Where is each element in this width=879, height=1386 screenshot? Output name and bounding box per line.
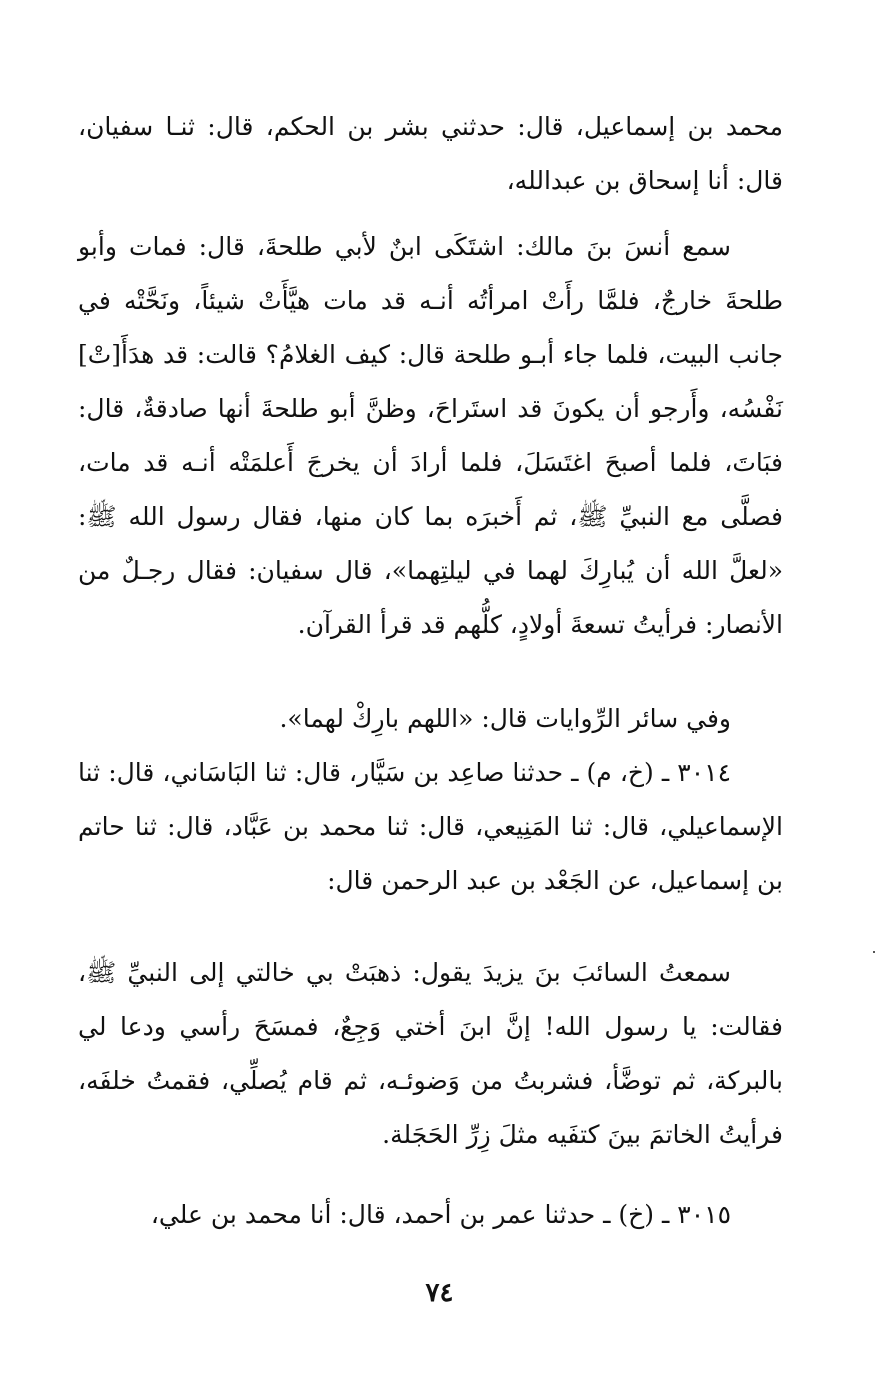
paragraph-text: سمع أنسَ بنَ مالك: اشتَكَى ابنٌ لأبي طلحةَ، قال: فمات وأبو طلحةَ خارجٌ، فلمَّا رأَتْ امرأتُه أنـه قد مات هيَّأَتْ شيئاً، ونَحَّتْه في جانب البيت، فلما جاء أبـو طلحة قال: كيف الغلامُ؟ قالت: قد هدَأَ[تْ] نَفْسُه، وأَرجو أن يكونَ قد استَراحَ، وظنَّ أبو طلحةَ أنها صادقةٌ، قال: فبَاتَ، فلما أصبحَ اغتَسَلَ، فلما أرادَ أن يخرجَ أَعلمَتْه أنـه قد مات، فصلَّى مع النبيِّ ﷺ، ثم أَخبرَه بما كان منها، فقال رسول الله ﷺ: «لعلَّ الله أن يُبارِكَ لهما في ليلتِهما»، قال سفيان: فقال رجـلٌ من الأنصار: فرأيتُ تسعةَ أولادٍ، كلُّهم قد قرأ القرآن. <box>78 232 783 639</box>
page-number: ٧٤ <box>425 1278 454 1308</box>
hadith-3014-body-paragraph <box>78 946 783 1162</box>
hadith-3014-isnad-paragraph <box>78 746 783 908</box>
narrations-note-paragraph <box>78 692 783 746</box>
paragraph-text: سمعتُ السائبَ بنَ يزيدَ يقول: ذهبَتْ بي خالتي إلى النبيِّ ﷺ، فقالت: يا رسول الله! إنَّ ابنَ أختي وَجِعٌ، فمسَحَ رأسي ودعا لي بالبركة، ثم توضَّأ، فشربتُ من وَضوئـه، ثم قام يُصلِّي، فقمتُ خلفَه، فرأيتُ الخاتمَ بينَ كتفَيه مثلَ زِرِّ الحَجَلة. <box>78 958 783 1149</box>
continuation-paragraph <box>78 100 783 208</box>
paragraph-text: ٣٠١٥ ـ (خ) ـ حدثنا عمر بن أحمد، قال: أنا محمد بن علي، <box>150 1200 731 1229</box>
paragraph-text: ٣٠١٤ ـ (خ، م) ـ حدثنا صاعِد بن سَيَّار، قال: ثنا البَاسَاني، قال: ثنا الإسماعيلي، قال: ثنا المَنِيعي، قال: ثنا محمد بن عَبَّاد، قال: ثنا حاتم بن إسماعيل، عن الجَعْد بن عبد الرحمن قال: <box>78 758 783 895</box>
scan-speck <box>873 951 875 953</box>
paragraph-text: محمد بن إسماعيل، قال: حدثني بشر بن الحكم، قال: ثنـا سفيان، قال: أنا إسحاق بن عبدالله، <box>78 112 783 195</box>
hadith-3015-isnad-paragraph <box>78 1188 783 1242</box>
paragraph-text: وفي سائر الرِّوايات قال: «اللهم بارِكْ لهما». <box>279 704 731 733</box>
hadith-body-paragraph <box>78 220 783 652</box>
